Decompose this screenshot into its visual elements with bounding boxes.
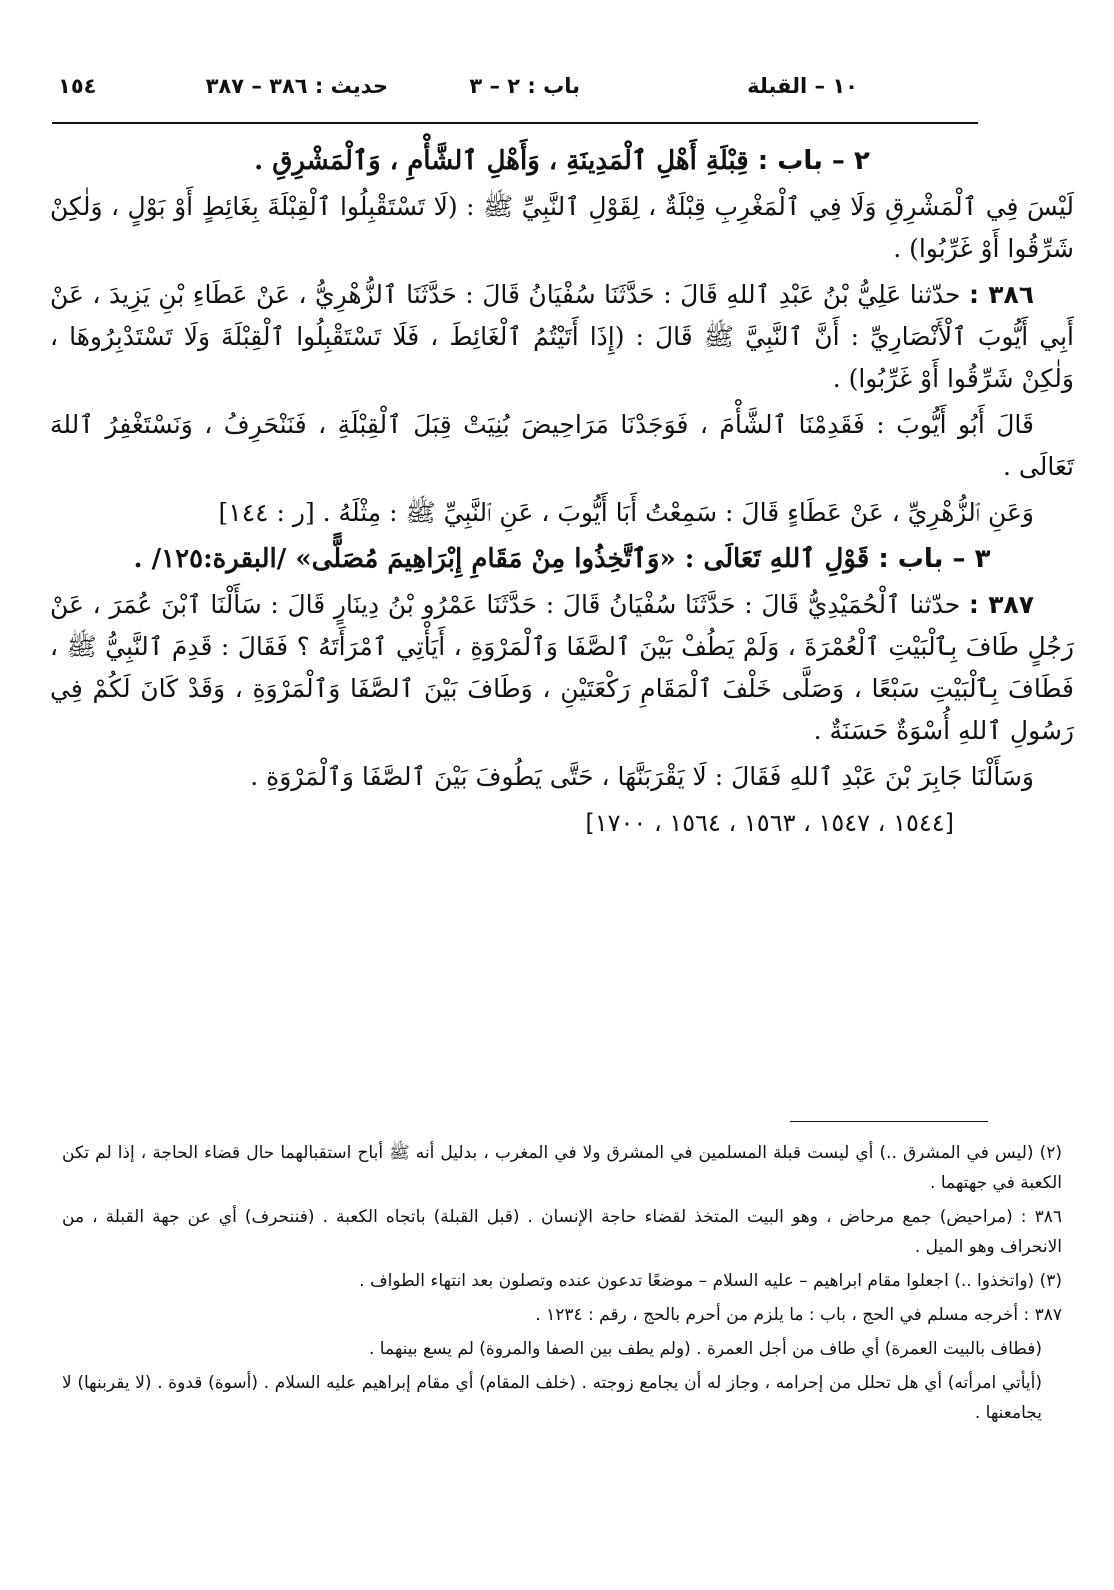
header-rule (52, 122, 978, 124)
hadith-386-para-3: وَعَنِ ٱلزُّهْرِيِّ ، عَنْ عَطَاءٍ قَالَ : سَمِعْتُ أَبَا أَيُّوبَ ، عَنِ ٱلنَّبِيِّ ﷺ : مِثْلَهُ . [ر : ١٤٤] (218, 498, 1034, 527)
chapter-2-heading (50, 140, 1074, 182)
chapter-3-label: ٣ – باب : (878, 544, 991, 574)
footnote-2: ٣٨٦ : (مراحيض) جمع مرحاض ، وهو البيت المتخذ لقضاء حاجة الإنسان . (قبل القبلة) باتجاه الكعبة . (فننحرف) أي عن جهة القبلة ، من الانحراف وهو الميل . (62, 1207, 1062, 1257)
chapter-3-heading (50, 538, 1074, 580)
running-header (58, 74, 978, 108)
hadith-387-references: [١٥٤٤ ، ١٥٤٧ ، ١٥٦٣ ، ١٥٦٤ ، ١٧٠٠] (585, 809, 954, 837)
header-hadith: حديث : ٣٨٦ – ٣٨٧ (205, 74, 388, 98)
hadith-386-para-2: قَالَ أَبُو أَيُّوبَ : فَقَدِمْنَا ٱلشَّأْمَ ، فَوَجَدْنَا مَرَاحِيضَ بُنِيَتْ قِبَلَ ٱلْقِبْلَةِ ، فَنَنْحَرِفُ ، وَنَسْتَغْفِرُ ٱللهَ تَعَالَى . (50, 410, 1074, 481)
footnote-1: (٢) (ليس في المشرق ..) أي ليست قبلة المسلمين في المشرق ولا في المغرب ، بدليل أنه ﷺ أباح استقبالهما حال قضاء الحاجة ، إذا لم تكن الكعبة في جهتهما . (62, 1143, 1062, 1193)
footnote-4: ٣٨٧ : أخرجه مسلم في الحج ، باب : ما يلزم من أحرم بالحج ، رقم : ١٢٣٤ . (535, 1305, 1062, 1325)
chapter-2-label: ٢ – باب : (757, 146, 870, 176)
footnote-rule (790, 1121, 988, 1122)
hadith-387-text: حدّثنا ٱلْحُمَيْدِيُّ قَالَ : حَدَّثَنَا سُفْيَانُ قَالَ : حَدَّثَنَا عَمْرُو بْنُ دِينَارٍ قَالَ : سَأَلْنَا ٱبْنَ عُمَرَ ، عَنْ رَجُلٍ طَافَ بِٱلْبَيْتِ ٱلْعُمْرَةَ ، وَلَمْ يَطُفْ بَيْنَ ٱلصَّفَا وَٱلْمَرْوَةِ ، أَيَأْتِي ٱمْرَأَتَهُ ؟ فَقَالَ : قَدِمَ ٱلنَّبِيُّ ﷺ ، فَطَافَ بِٱلْبَيْتِ سَبْعًا ، وَصَلَّى خَلْفَ ٱلْمَقَامِ رَكْعَتَيْنِ ، وَطَافَ بَيْنَ ٱلصَّفَا وَٱلْمَرْوَةِ ، وَقَدْ كَانَ لَكُمْ فِي رَسُولِ ٱللهِ أُسْوَةٌ حَسَنَةٌ . (50, 590, 1074, 745)
chapter-2-title: قِبْلَةِ أَهْلِ ٱلْمَدِينَةِ ، وَأَهْلِ ٱلشَّأْمِ ، وَٱلْمَشْرِقِ . (254, 146, 749, 176)
hadith-386-number: ٣٨٦ : (968, 280, 1034, 309)
hadith-387 (50, 584, 1074, 752)
hadith-386-text: حدّثنا عَلِيُّ بْنُ عَبْدِ ٱللهِ قَالَ : حَدَّثَنَا سُفْيَانُ قَالَ : حَدَّثَنَا ٱلزُّهْرِيُّ ، عَنْ عَطَاءِ بْنِ يَزِيدَ ، عَنْ أَبِي أَيُّوبَ ٱلْأَنْصَارِيِّ : أَنَّ ٱلنَّبِيَّ ﷺ قَالَ : (إِذَا أَتَيْتُمُ ٱلْغَائِطَ ، فَلَا تَسْتَقْبِلُوا ٱلْقِبْلَةَ وَلَا تَسْتَدْبِرُوهَا ، وَلٰكِنْ شَرِّقُوا أَوْ غَرِّبُوا) . (50, 280, 1074, 393)
hadith-386 (50, 274, 1074, 400)
chapter-3-title: قَوْلِ ٱللهِ تَعَالَى : «وَٱتَّخِذُوا مِنْ مَقَامِ إِبْرَاهِيمَ مُصَلًّى» /البقرة:١٢٥/ . (133, 544, 870, 574)
hadith-387-para-2: وَسَأَلْنَا جَابِرَ بْنَ عَبْدِ ٱللهِ فَقَالَ : لَا يَقْرَبَنَّهَا ، حَتَّى يَطُوفَ بَيْنَ ٱلصَّفَا وَٱلْمَرْوَةِ . (250, 762, 1034, 791)
hadith-387-number: ٣٨٧ : (968, 590, 1034, 619)
footnotes (62, 1138, 1062, 1432)
footnote-5: (فطاف بالبيت العمرة) أي طاف من أجل العمرة . (ولم يطف بين الصفا والمروة) لم يسع بينهما . (369, 1339, 1042, 1359)
header-chapter: ١٠ – القبلة (747, 74, 858, 98)
footnote-3: (٣) (واتخذوا ..) اجعلوا مقام ابراهيم – عليه السلام – موضعًا تدعون عنده وتصلون بعد انتهاء الطواف . (359, 1271, 1062, 1291)
main-text (50, 140, 1074, 848)
chapter-2-intro: لَيْسَ فِي ٱلْمَشْرِقِ وَلَا فِي ٱلْمَغْرِبِ قِبْلَةٌ ، لِقَوْلِ ٱلنَّبِيِّ ﷺ : (لَا تَسْتَقْبِلُوا ٱلْقِبْلَةَ بِغَائِطٍ أَوْ بَوْلٍ ، وَلٰكِنْ شَرِّقُوا أَوْ غَرِّبُوا) . (50, 192, 1074, 263)
footnote-6: (أيأتي امرأته) أي هل تحلل من إحرامه ، وجاز له أن يجامع زوجته . (خلف المقام) أي مقام إبراهيم عليه السلام . (أسوة) قدوة . (لا يقربنها) لا يجامعنها . (62, 1373, 1042, 1423)
page-number: ١٥٤ (58, 74, 97, 98)
header-bab: باب : ٢ – ٣ (469, 74, 580, 98)
